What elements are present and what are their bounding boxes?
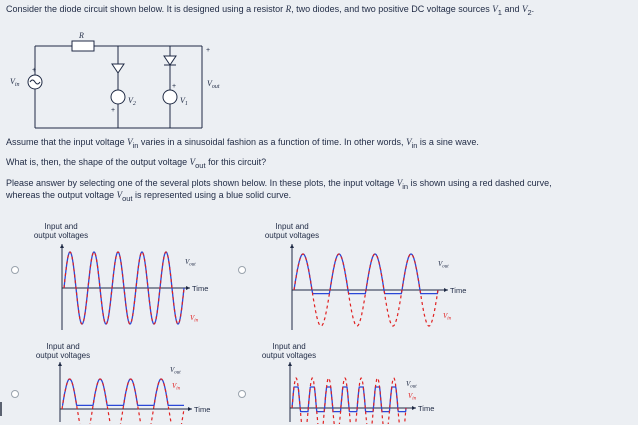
resistor-label: R — [79, 31, 84, 40]
diode-2 — [164, 56, 176, 65]
vout-label: $V_{out}$ — [207, 79, 220, 90]
option-b-plot[interactable] — [278, 242, 478, 332]
vout-legend-label: $V_{out}$ — [438, 260, 449, 270]
v1-plus: + — [172, 83, 177, 90]
option-d-radio[interactable] — [238, 390, 246, 398]
vout-curve — [294, 254, 438, 294]
y-axis-arrow — [288, 362, 292, 366]
vin-plus: + — [32, 67, 37, 74]
vout-curve — [62, 379, 184, 405]
vin-legend-label: $V_{in}$ — [172, 382, 181, 392]
vin-legend-label: $V_{in}$ — [408, 392, 417, 402]
vin-legend-label: $V_{in}$ — [443, 312, 452, 322]
time-axis-arrow — [188, 407, 192, 411]
assume-text: Assume that the input voltage $V_{in}$ varies in a sinusoidal fashion as a function of time. In other words, $V_{in}$ is a sine wave. — [6, 137, 479, 150]
resistor — [72, 41, 94, 51]
time-axis-arrow — [444, 288, 448, 292]
vout-legend-label: $V_{out}$ — [406, 380, 417, 390]
v2-plus: + — [111, 107, 116, 114]
option-d-plot[interactable] — [278, 360, 478, 424]
time-axis-label: Time — [192, 284, 209, 293]
instruction-text-2: whereas the output voltage $V_{out}$ is represented using a blue solid curve. — [6, 190, 292, 203]
vout-legend-label: $V_{out}$ — [185, 258, 196, 268]
v2-source — [111, 90, 125, 104]
instruction-text-1: Please answer by selecting one of the several plots shown below. In these plots, the input voltage $V_{in}$ is shown using a red dashed curve, — [6, 178, 552, 191]
vin-legend-label: $V_{in}$ — [190, 314, 199, 324]
window-edge — [0, 402, 2, 416]
option-c-ylabel: Input and output voltages — [35, 342, 91, 360]
time-axis-arrow — [412, 406, 416, 410]
v1-source — [163, 90, 177, 104]
option-c-radio[interactable] — [11, 390, 19, 398]
option-a-radio[interactable] — [11, 266, 19, 274]
ask-text: What is, then, the shape of the output voltage $V_{out}$ for this circuit? — [6, 157, 267, 170]
option-b-ylabel: Input and output voltages — [264, 222, 320, 240]
option-a-ylabel: Input and output voltages — [33, 222, 89, 240]
intro-text: Consider the diode circuit shown below. It is designed using a resistor R, two diodes, and two positive DC voltage sources $V_1$ and $V_2$. — [6, 4, 535, 17]
y-axis-arrow — [290, 244, 294, 248]
time-axis-label: Time — [194, 405, 211, 414]
v1-label: $V_1$ — [180, 96, 188, 107]
v2-label: $V_2$ — [128, 96, 136, 107]
y-axis-arrow — [58, 362, 62, 366]
time-axis-label: Time — [418, 404, 435, 413]
vin-curve — [62, 379, 184, 424]
y-axis-arrow — [60, 244, 64, 248]
option-b-radio[interactable] — [238, 266, 246, 274]
time-axis-label: Time — [450, 286, 467, 295]
vout-plus: + — [206, 47, 211, 54]
option-c-plot[interactable] — [52, 360, 232, 424]
option-d-ylabel: Input and output voltages — [261, 342, 317, 360]
vin-label: $V_{in}$ — [10, 77, 20, 88]
diode-circuit-diagram — [0, 22, 260, 137]
diode-1 — [112, 64, 124, 73]
option-a-plot[interactable] — [52, 242, 232, 332]
time-axis-arrow — [186, 286, 190, 290]
vout-legend-label: $V_{out}$ — [170, 366, 181, 376]
